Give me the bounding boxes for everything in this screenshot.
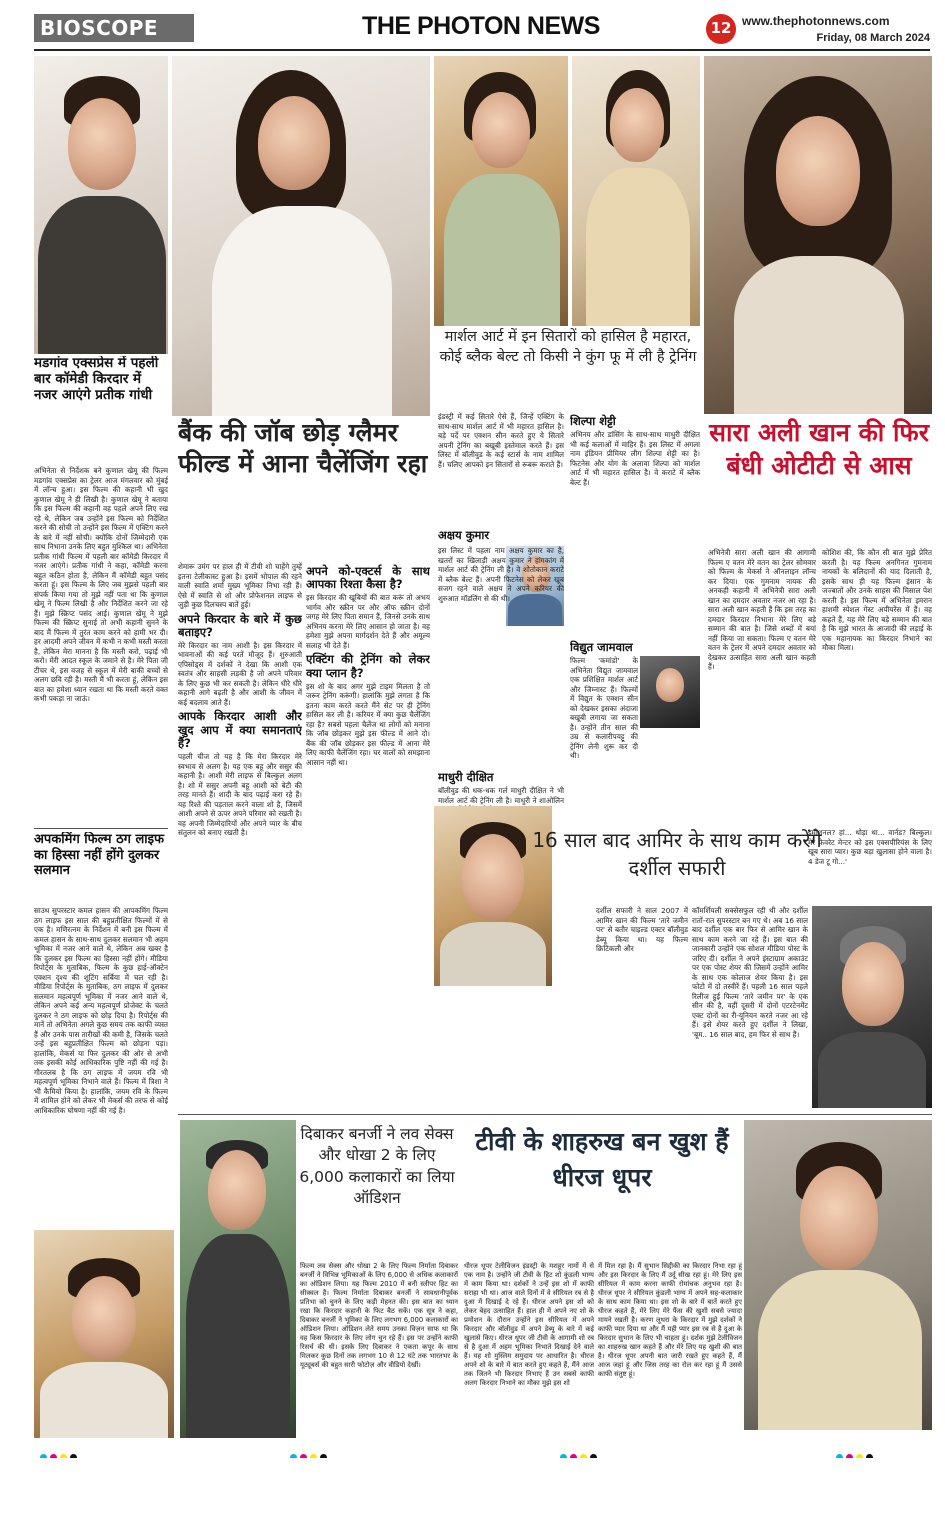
section-label: BIOSCOPE bbox=[40, 16, 159, 40]
page-number: 12 bbox=[710, 19, 732, 37]
article3-akshay-heading: अक्षय कुमार bbox=[438, 528, 490, 542]
article7-body-left: फिल्म लव सेक्स और धोखा 2 के लिए फिल्म निर्माता दिबाकर बनर्जी ने विभिन्न भूमिकाओं के लिए 6,000 से अधिक कलाकारों का ऑडिशन लिया। यह फिल्म 2010 में बनी स्लीपर हिट का सीक्वल है। फिल्म निर्माता दिबाकर बनर्जी ने सावधानीपूर्वक प्रतिभा को चुनने के लिए कड़ी मेहनत की। इस बात का ध्यान रखा कि किरदार कहानी के फिट बैठ सकें। एक सूत्र ने कहा, दिबाकर बनर्जी ने भूमिका के लिए लगभग 6,000 कलाकारों का ऑडिशन लिया। ऑडिशन लेते समय उनका विज़न साफ था कि वह किस किरदार के लिए लोग चुन रहे हैं। इस पर उन्होंने काफी रिसर्च की थी। इसके लिए दिबाकर ने एकता कपूर के साथ मिलकर कुछ दिनों तक लगभग 10 से 12 घंटे तक भारतभर के यूट्यूबर्स की बहुत सारी फोटोज़ और वीडियो देखीं। bbox=[300, 1262, 458, 1369]
dibakar-banerjee-photo bbox=[180, 1120, 296, 1438]
article3-akshay: इस लिस्ट में पहला नाम अक्षय कुमार का है, खतरों का खिलाड़ी अक्षय कुमार ने हांगकांग में मार्शल आर्ट की ट्रेनिंग ली है। वे शोतोकान कराटे में ब्लैक बेल्ट हैं। अपनी फिटनेस को लेकर खूब सजग रहने वाले अक्षय ने अपने करियर की शुरुआत मॉडलिंग से की थी। bbox=[438, 546, 564, 603]
article3-vidyut: फिल्म 'कमांडो' के अभिनेता विद्युत जामवाल एक प्रशिक्षित मार्शल आर्ट और जिम्नास्ट हैं। फिल्मों में विद्युत के एक्शन सीन को देखकर इसका अंदाजा बखूबी लगाया जा सकता है। उन्होंने तीन साल की उम्र से कलारीपयट्टू की ट्रेनिंग लेनी शुरू कर दी थी। bbox=[570, 656, 638, 760]
aamir-khan-photo bbox=[812, 906, 932, 1108]
article2-a2: पहली चीज तो यह है कि मेरा किरदार मेरे स्वभाव से अलग है। यह एक बहू और ससुर की कहानी है। आशी मेरी लाइफ से बिल्कुल अलग है। शो में ससुर अपनी बहू आशी को बेटी की तरह मानते हैं। शादी के बाद पढ़ाई करा रहे हैं। यह रिश्ते की पड़ताल करने वाला शो है, जिसमें आशी अपने से ऊपर अपने परिवार को रखती है। वह अपनी जिम्मेदारियों और अपने प्यार के बीच संतुलन को बनाए रखती है। bbox=[178, 752, 302, 838]
article4-body-tail: इमोशनल? हां... थोड़ा था... वार्नड? बिल्कुल। मेरे फेवरेट मेन्टर को इस एक्सपीरियंस के लिए खूब सारा प्यार। कुछ बड़ा खुलासा होने वाला है। 4 डेज टू गो...' bbox=[808, 828, 932, 866]
bottom-row-rule bbox=[178, 1114, 932, 1115]
registration-marks-mid-2 bbox=[560, 1446, 640, 1458]
dulquer-salmaan-photo bbox=[34, 1230, 174, 1438]
article2-a1: मेरे किरदार का नाम आशी है। इस किरदार में भावनाओं की कई परतें मौजूद हैं। शुरुआती एपिसोड्स में दर्शकों ने देखा कि आशी एक स्वतंत्र और साहसी लड़की है जो अपने परिवार के लिए कुछ भी कर सकती है। लेकिन धीरे धीरे कहानी आगे बढ़ती है और आशी के जीवन में कई बदलाव आते हैं। bbox=[178, 640, 302, 707]
article6-body-left: दर्शील सफारी ने साल 2007 में आमिर खान की फिल्म 'तारे जमीन पर' से बतौर चाइल्ड एक्टर बॉलीवुड डेब्यू किया था। यह फिल्म क्रिटिकली और bbox=[596, 906, 688, 953]
page-number-badge bbox=[706, 14, 736, 44]
article3-madhuri: बॉलीवुड की धक-धक गर्ल माधुरी दीक्षित ने भी मार्शल आर्ट की ट्रेनिंग ली है। माधुरी ने शाओलिन bbox=[438, 786, 564, 805]
article6-body-right: कॉमर्शियली सक्सेसफुल रही थी और दर्शील रातों-रात सुपरस्टार बन गए थे। अब 16 साल बाद दर्शील एक बार फिर से आमिर खान के साथ काम करने जा रहे हैं। इस बात की जानकारी उन्होंने एक सोशल मीडिया पोस्ट के जरिए दी। दर्शील ने अपने इंस्टाग्राम अकाउंट पर एक पोस्ट शेयर की जिसमें उन्होंने आमिर के साथ एक कोलाज शेयर किया है। इस फोटो में दो तस्वीरें हैं। पहली 16 साल पहले रिलीज हुई फिल्म 'तारे जमीन पर' के एक सीन की है, वहीं दूसरी में दोनों एटरटेनमेंट एक्ट दोनों का री-यूनियन करते नजर आ रहे हैं। इसे शेयर करते हुए दर्शील ने लिखा, 'बूम.. 16 साल बाद, हम फिर से साथ हैं। bbox=[692, 906, 808, 1039]
paper-name: THE PHOTON NEWS bbox=[362, 12, 600, 40]
swati-sharma-photo bbox=[172, 56, 430, 416]
vidyut-jammwal-photo bbox=[640, 656, 700, 728]
article2-title: बैंक की जॉब छोड़ ग्लैमर फील्ड में आना चैलेंजिंग रहा bbox=[178, 418, 428, 478]
dheeraj-dhoopar-photo bbox=[744, 1120, 932, 1430]
article4-title: सारा अली खान की फिर बंधी ओटीटी से आस bbox=[709, 418, 929, 480]
article2-column-b bbox=[306, 562, 430, 1126]
article8-body-left: धीरज धूपर टेलीविजन इंडस्ट्री के मशहूर नामों में से एक नाम है। उन्होंने जी टीवी के हिट शो कुंडली भाग्य में काम किया था। दर्शकों ने उन्हें इस शो में काफी सराहा भी था। आज वाले दिनों में वे सीरियल रब से है दुआ में दिखाई दे रहे हैं। धीरज अपने इस शो को लेकर बेहद उत्साहित हैं। हाल ही में अपने नए शो के प्रमोशन के दौरान उन्होंने इस सीरियल में अपने किरदार और बॉलीवुड में अपने डेब्यू के बारे में कई खुलासे किए। धीरज धूपर जी टीवी के आगामी शो रब से है दुआ में अहम भूमिका निभाते दिखाई देने वाले हैं। यह शो मुस्लिम समुदाय पर आधारित है। धीरज अपने शो के बारे में बात करते हुए कहते हैं, मैंने आज तक जितने भी किरदार निभाए हैं उन सबसे काफी अलग किरदार निभाने का मौका मुझे इस शो bbox=[464, 1262, 594, 1387]
website: www.thephotonnews.com bbox=[742, 14, 890, 28]
akshay-block bbox=[438, 526, 564, 766]
article4-body-right: कोशिश की, कि कौन सी बात मुझे प्रेरित करती है। यह फिल्म अनगिनत गुमनाम नायकों के बलिदानों की याद दिलाती है, इसके साथ ही यह फिल्म इंसान के जज्बातों और उनके साहस की मिसाल पेश करती है। इस फिल्म में अभिनेता इमरान हाशमी स्पेशल गेस्ट अपीयरेंस में हैं। वह कहते हैं, यह मेरे लिए बड़े सम्मान की बात है कि मुझे भारत के आजादी की लड़ाई के एक महानायक का किरदार निभाने का मौका मिला। bbox=[822, 548, 932, 652]
registration-marks-left bbox=[40, 1446, 120, 1458]
section-label-bar bbox=[34, 14, 194, 42]
article4-body-left: अभिनेत्री सारा अली खान की आगामी फिल्म ए वतन मेरे वतन का ट्रेलर सोमवार को फिल्म के मेकर्स ने ऑनलाइन लॉन्च कर दिया। एक गुमनाम नायक की अनकही कहानी में अभिनेत्री सारा अली खान का दमदार अवतार नजर आ रहा है। सारा अली खान कहती हैं कि इस तरह का दमदार किरदार निभाना मेरे लिए बड़े सम्मान की बात है। जिसे शब्दों में बयां नहीं किया जा सकता। फिल्म ए वतन मेरे वतन के ट्रेलर में अपने दमदार अवतार को देखकर उत्साहित सारा अली खान कहती हैं। bbox=[708, 548, 816, 671]
article2-q2: आपके किरदार आशी और खुद आप में क्या समानताएं हैं? bbox=[178, 709, 302, 750]
article2-q3: अपने को-एक्टर्स के साथ आपका रिश्ता कैसा है? bbox=[306, 564, 430, 592]
prateek-gandhi-photo bbox=[34, 56, 168, 354]
divider-col1 bbox=[34, 828, 168, 829]
article2-q1: अपने किरदार के बारे में कुछ बताइए? bbox=[178, 611, 302, 639]
article7-title: दिबाकर बनर्जी ने लव सेक्स और धोखा 2 के लिए 6,000 कलाकारों का लिया ऑडिशन bbox=[299, 1125, 455, 1208]
article2-q4: एक्टिंग की ट्रेनिंग को लेकर क्या प्लान है? bbox=[306, 652, 430, 680]
masthead-rule bbox=[34, 49, 930, 51]
article2-a3: इस किरदार की खूबियों की बात करूं तो अभय भार्गव और स्क्रीन पर और ऑफ स्क्रीन दोनों जगह मेरे लिए पिता समान हैं, जिनसे उनके साथ अभिनय करना मेरे लिए आसान हो जाता है। वह हमेशा मुझे अपना मार्गदर्शन देते हैं और अमूल्य सलाह भी देते हैं। bbox=[306, 593, 430, 650]
article3-madhuri-heading: माधुरी दीक्षित bbox=[438, 770, 494, 784]
registration-marks-right bbox=[836, 1446, 916, 1458]
shilpa-shetty-photo bbox=[572, 56, 700, 326]
vidyut-block bbox=[570, 638, 700, 770]
article1-body: अभिनेता से निर्देशक बने कुणाल खेमू की फिल्म मडगांव एक्सप्रेस का ट्रेलर आज मंगलवार को मुंबई में लॉन्च हुआ। इस फिल्म की कहानी भी खुद कुणाल खेमू ने ही लिखी है। कुणाल खेमू ने बताया कि इस फिल्म की कहानी वह पहले अपने लिए रख रहे थे, लेकिन जब उन्होंने इस फिल्म को निर्देशित करने की सोची तो उन्होंने इस फिल्म में एक्टिंग करने के बारे में नहीं सोची। क्योंकि दोनों जिम्मेदारी एक साथ निभाना उनके लिए बहुत मुश्किल था। अभिनेता प्रतीक गांधी फिल्म में पहली बार कॉमेडी किरदार में नजर आएंगे। प्रतीक गांधी ने कहा, कॉमेडी करना बहुत कठिन होता है, लेकिन मैं कॉमेडी बहुत पसंद करता हूं। इस फिल्म के लिए जब मुझसे पहली बार संपर्क किया गया तो मुझे नहीं पता था कि कुणाल खेमू ने फिल्म लिखी है और निर्देशित करने जा रहे हैं। मुझे स्क्रिप्ट पसंद आई। कुणाल खेमू ने मुझे फिल्म की स्क्रिप्ट सुनाई तो अभी कहानी सुनने के बाद मैं फिल्म में तुरंत काम करने को हामी भर दी। हर आदमी अपने जीवन में कभी न कभी मस्ती करता है, लेकिन मेरा मानना है कि मस्ती करो, पढ़ाई भी करो। मेरी आदत स्कूल के जमाने से है। मेरे पिता जी टीचर थे, इस वजह से स्कूल में मेरी बाकी बच्चों से अलग छवि रही है। मस्ती मैं भी करता हूं, लेकिन इस बात का हमेशा ध्यान रखता था कि मस्ती करते वक्त कभी पकड़ा ना जाऊं। bbox=[34, 466, 168, 703]
article2-column-a bbox=[178, 562, 302, 1126]
article3-shilpa-heading: शिल्पा शेट्टी bbox=[570, 414, 616, 428]
article3-shilpa-col bbox=[570, 412, 700, 638]
article8-title: टीवी के शाहरुख बन खुश हैं धीरज धूपर bbox=[475, 1127, 729, 1193]
article3-title: मार्शल आर्ट में इन सितारों को हासिल है महारत, कोई ब्लैक बेल्ट तो किसी ने कुंग फू में ली है ट्रेनिंग bbox=[439, 329, 697, 365]
article8-body-right: में मिल रहा है। मैं सुभान सिद्दीकी का किरदार निभा रहा हूं और इस किरदार के लिए मैं उर्दू सीख रहा हूं। मेरे लिए इस सीरियल में काम करना काफी रोमांचक अनुभव रहा है। धीरज धूपर ने सीरियल कुंडली भाग्य में अपने सह-कलाकार के साथ काम किया था। इस शो के बारे में बातें करते हुए धीरज कहते हैं, मेरे लिए मेरे फैंस की खुशी सबसे ज्यादा मायने रखती है। करण लूथरा के किरदार में मुझे दर्शकों ने काफी प्यार दिया था और मैं यही प्यार इस रब से है दुआ के किरदार सुभान के लिए भी चाहता हूं। दर्शक मुझे टेलीविजन का शाहरुख खान कहते हैं और मेरे लिए यह खुशी की बात है। धीरज धूपर अपनी बात जारी रखते हुए कहते हैं, मैं आज जहां हूं और जिस तरह का रोल कर रहा हूं मैं उससे काफी संतुष्ट हूं। bbox=[598, 1262, 742, 1378]
article5-body: साउथ सुपरस्टार कमल हासन की आपकमिंग फिल्म ठग लाइफ इस साल की बहुप्रतीक्षित फिल्मों में से एक है। मणिरत्नम के निर्देशन में बनी इस फिल्म में कमल हासन के साथ-साथ दुलकर सलमान भी अहम भूमिका में नजर आने वाले थे, लेकिन अब खबर है कि दुलकर इस फिल्म का हिस्सा नहीं होंगे। मीडिया रिपोर्ट्स के मुताबिक, फिल्म के कुछ हाई-ऑक्टेन एक्शन दृश्य की शूटिंग सर्बिया में चल रही है। मीडिया रिपोर्ट्स के मुताबिक, ठग लाइफ में दुलकर सलमान महत्वपूर्ण भूमिका में नजर आने वाले थे, लेकिन अपने कई अन्य महत्वपूर्ण प्रोजेक्ट के चलते दुलकर ने ठग लाइफ को छोड़ दिया है। रिपोर्ट्स की मानें तो अभिनेता अगले कुछ समय तक काफी व्यस्त हैं और उनके पास तारीखों की कमी है, जिसके चलते उन्हें इस बहुप्रतीक्षित फिल्म को छोड़ना पड़ा। हालांकि, मेकर्स या फिर दुलकर की ओर से अभी तक इसकी कोई आधिकारिक पुष्टि नहीं की गई है। गौरतलब है कि ठग लाइफ में जयम रवि भी महत्वपूर्ण भूमिका निभाने वाले हैं। फिल्म में त्रिशा ने भी कैमियो किया है। हालांकि, जयम रवि के फिल्म में शामिल होने को लेकर भी मेकर्स की तरफ से कोई आधिकारिक घोषणा नहीं की गई है। bbox=[34, 906, 168, 1115]
article3-vidyut-heading: विद्युत जामवाल bbox=[570, 640, 633, 654]
article5-title: अपकमिंग फिल्म ठग लाइफ का हिस्सा नहीं होंगे दुलकर सलमान bbox=[34, 832, 165, 879]
article2-intro: शेमारू उमंग पर हाल ही में टीवी शो चाहेंगे तुम्हें इतना टेलीकास्ट हुआ है। इसमें भोपाल की रहने वाली स्वाति शर्मा मुख्य भूमिका निभा रही हैं। ऐसे में स्वाति से शो और प्रोफेशनल लाइफ से जुड़ी कुछ दिलचस्प बातें हुई। bbox=[178, 562, 302, 609]
article1-title: मडगांव एक्सप्रेस में पहली बार कॉमेडी किरदार में नजर आएंगे प्रतीक गांधी bbox=[34, 356, 159, 403]
article2-a4: इस शो के बाद अगर मुझे टाइम मिलता है तो जरूर ट्रेनिंग करूंगी। हालांकि मुझे लगता है कि इतना काम करते करते मैंने सेट पर ही ट्रेनिंग हासिल कर ली है। करियर में क्या कुछ चैलेंजिंग रहा है? सबसे पहला चैलेंज था लोगों को मनाना कि जॉब छोड़कर मुझे इस फील्ड में आने दो। बैंक की जॉब छोड़कर इस फील्ड में आना मेरे लिए काफी चैलेंजिंग रहा। घर वालों को समझाना आसान नहीं था। bbox=[306, 681, 430, 767]
sara-ali-khan-photo bbox=[704, 56, 932, 414]
article3-shilpa: अभिनय और डांसिंग के साथ-साथ माधुरी दीक्षित भी कई कलाओं में माहिर हैं। इस लिस्ट में अगला नाम इंडियन प्रीमियर लीग शिल्पा शेट्टी का है। फिटनेस और योग के अलावा शिल्पा को मार्शल आर्ट में भी महारत हासिल है। वे कराटे में ब्लैक बेल्ट हैं। bbox=[570, 430, 700, 487]
article6-title: 16 साल बाद आमिर के साथ काम करेंगे दर्शील सफारी bbox=[532, 828, 822, 880]
issue-date: Friday, 08 March 2024 bbox=[816, 32, 930, 44]
registration-marks-mid-1 bbox=[290, 1446, 370, 1458]
article3-intro: इंडस्ट्री में कई सितारे ऐसे हैं, जिन्हें एक्टिंग के साथ-साथ मार्शल आर्ट में भी महारत हासिल है। बड़े पर्दे पर एक्शन सीन करते हुए ये सितारे अपनी ट्रेनिंग का बखूबी इस्तेमाल करते हैं। इस लिस्ट में बॉलीवुड के कई स्टार्स के नाम शामिल हैं। चलिए आपको इन सितारों से रूबरू कराते हैं। bbox=[438, 412, 564, 469]
madhuri-dixit-photo bbox=[434, 56, 568, 326]
masthead bbox=[0, 0, 945, 52]
